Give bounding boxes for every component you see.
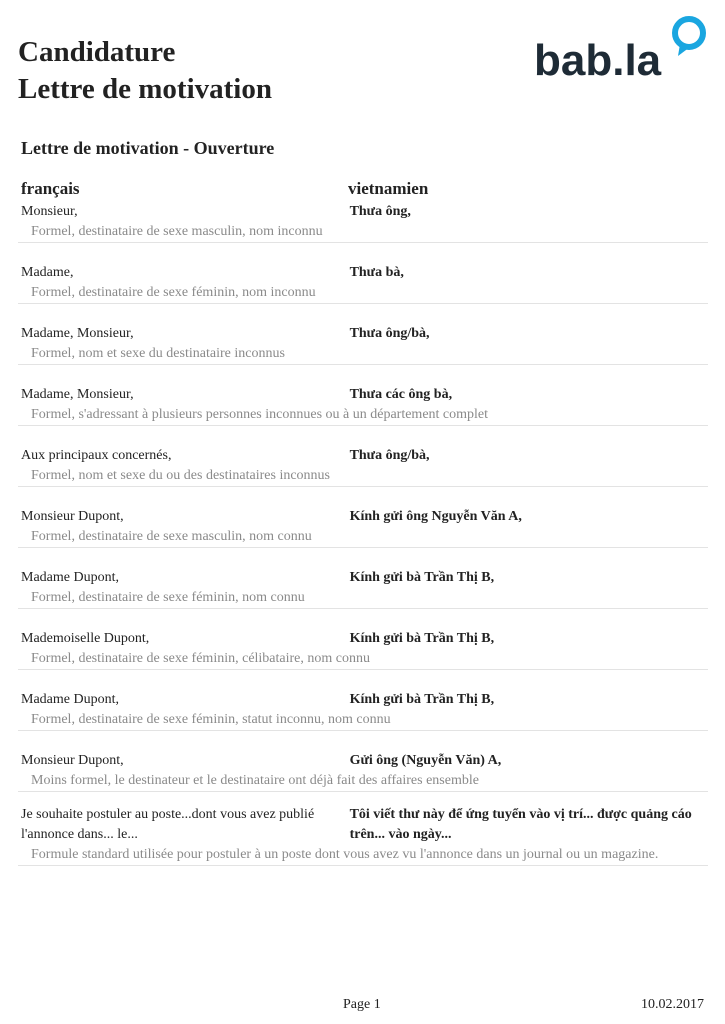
babla-logo <box>532 16 712 82</box>
phrase-source: Madame Dupont, <box>21 692 119 707</box>
phrase-source: Aux principaux concernés, <box>21 448 172 463</box>
document-title <box>18 34 272 108</box>
phrase-note: Formel, destinataire de sexe masculin, nom inconnu <box>31 224 323 239</box>
phrase-target: Tôi viết thư này để ứng tuyển vào vị trí... được quảng cáo trên... vào ngày... <box>349 807 692 842</box>
phrase-entry <box>18 507 708 548</box>
phrase-source: Monsieur Dupont, <box>21 509 124 524</box>
phrase-note: Formel, destinataire de sexe masculin, nom connu <box>31 529 312 544</box>
phrase-entry <box>18 263 708 304</box>
phrase-note: Formel, destinataire de sexe féminin, nom inconnu <box>31 285 316 300</box>
phrase-target: Kính gửi ông Nguyễn Văn A, <box>349 509 522 524</box>
phrase-target: Thưa ông/bà, <box>349 448 430 463</box>
phrase-entry <box>18 751 708 792</box>
phrase-source: Madame, <box>21 265 74 280</box>
phrase-entry <box>18 690 708 731</box>
column-header-target: vietnamien <box>348 179 429 198</box>
phrase-list <box>18 202 708 866</box>
phrase-note: Formule standard utilisée pour postuler à un poste dont vous avez vu l'annonce dans un journal ou un magazine. <box>31 847 659 862</box>
section-title: Lettre de motivation - Ouverture <box>21 138 275 158</box>
document-date: 10.02.2017 <box>641 997 704 1012</box>
phrase-target: Kính gửi bà Trần Thị B, <box>349 570 495 585</box>
logo-text: bab.la <box>534 36 662 82</box>
title-line-1: Candidature <box>18 36 176 68</box>
phrase-target: Thưa ông, <box>349 204 411 219</box>
phrase-entry <box>18 202 708 243</box>
phrase-note: Formel, destinataire de sexe féminin, célibataire, nom connu <box>31 651 370 666</box>
phrase-target: Thưa các ông bà, <box>349 387 453 402</box>
phrase-target: Thưa bà, <box>349 265 404 280</box>
phrase-source: Monsieur, <box>21 204 78 219</box>
phrase-source: Madame, Monsieur, <box>21 387 134 402</box>
phrase-note: Formel, nom et sexe du destinataire inconnus <box>31 346 285 361</box>
phrase-target: Kính gửi bà Trần Thị B, <box>349 692 495 707</box>
phrase-entry <box>18 324 708 365</box>
speech-bubble-icon <box>675 19 703 56</box>
phrase-entry <box>18 446 708 487</box>
phrase-source: Mademoiselle Dupont, <box>21 631 150 646</box>
phrase-source: Monsieur Dupont, <box>21 753 124 768</box>
phrase-entry <box>18 805 708 866</box>
page-number: Page 1 <box>343 997 381 1012</box>
phrase-target: Thưa ông/bà, <box>349 326 430 341</box>
phrase-note: Formel, destinataire de sexe féminin, statut inconnu, nom connu <box>31 712 391 727</box>
phrase-source: Je souhaite postuler au poste...dont vous avez publié l'annonce dans... le... <box>21 807 315 842</box>
column-header-source: français <box>21 179 80 198</box>
phrase-note: Formel, destinataire de sexe féminin, nom connu <box>31 590 305 605</box>
phrase-note: Formel, s'adressant à plusieurs personnes inconnues ou à un département complet <box>31 407 489 422</box>
phrase-source: Madame Dupont, <box>21 570 119 585</box>
phrase-entry <box>18 385 708 426</box>
phrase-target: Kính gửi bà Trần Thị B, <box>349 631 495 646</box>
phrase-entry <box>18 568 708 609</box>
phrase-entry <box>18 629 708 670</box>
title-line-2: Lettre de motivation <box>18 73 272 105</box>
phrase-note: Moins formel, le destinateur et le destinataire ont déjà fait des affaires ensemble <box>31 773 479 788</box>
phrase-note: Formel, nom et sexe du ou des destinataires inconnus <box>31 468 330 483</box>
phrase-source: Madame, Monsieur, <box>21 326 134 341</box>
phrase-target: Gửi ông (Nguyễn Văn) A, <box>349 753 502 768</box>
